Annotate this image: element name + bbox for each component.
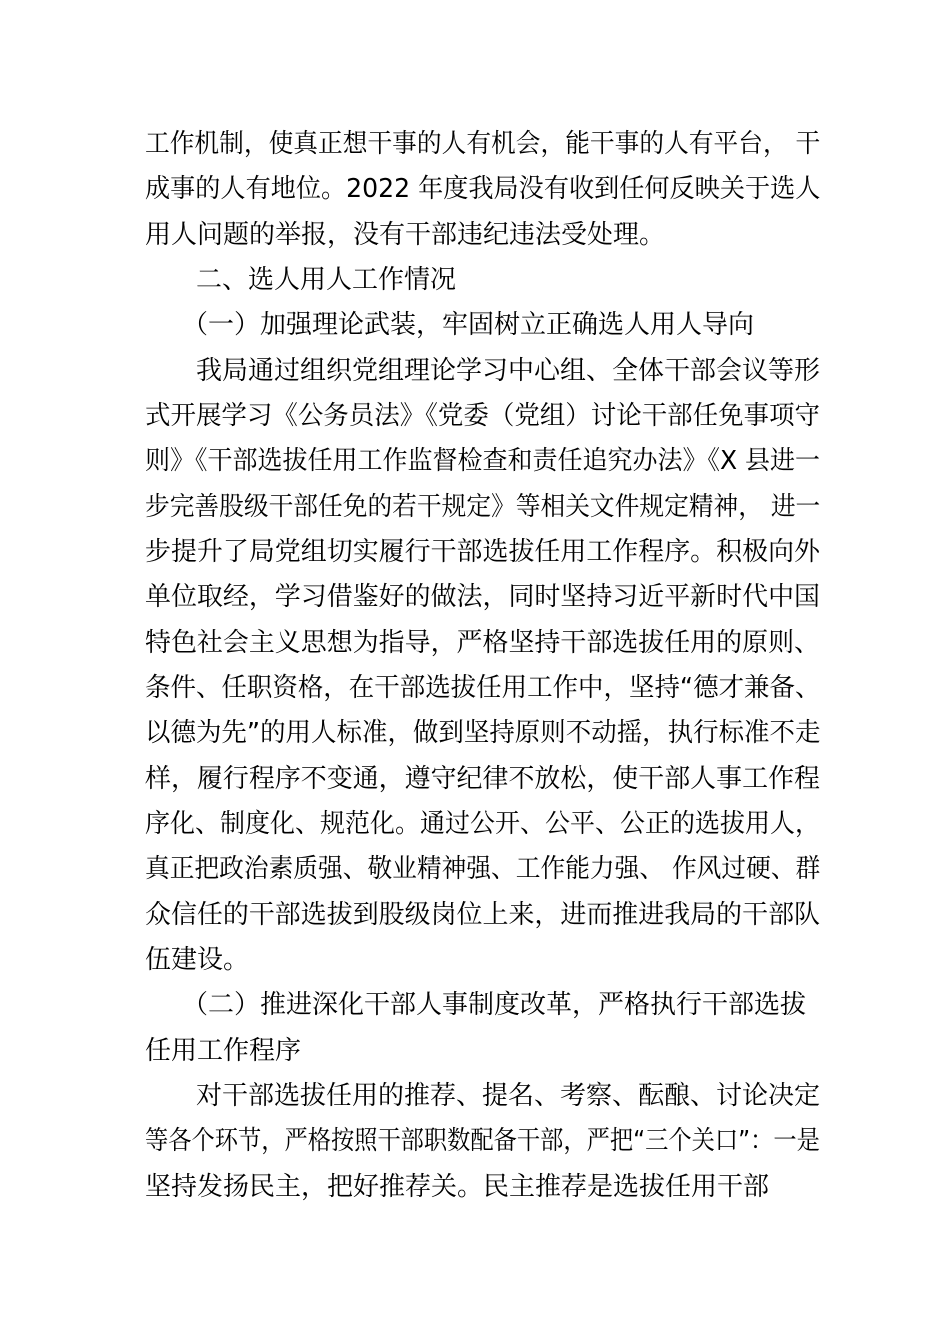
paragraph-line: 单位取经，学习借鉴好的做法，同时坚持习近平新时代中国: [145, 582, 821, 612]
paragraph-line: 样，履行程序不变通，遵守纪律不放松，使干部人事工作程: [145, 764, 821, 794]
paragraph-line: 特色社会主义思想为指导，严格坚持干部选拔任用的原则、: [145, 628, 821, 658]
paragraph-line: 对干部选拔任用的推荐、提名、考察、酝酿、讨论决定: [196, 1081, 821, 1111]
paragraph-line: 式开展学习《公务员法》《党委（党组）讨论干部任免事项守: [145, 401, 821, 431]
subsection-heading: （二）推进深化干部人事制度改革，严格执行干部选拔: [182, 990, 807, 1020]
subsection-heading: （一）加强理论武装，牢固树立正确选人用人导向: [182, 310, 755, 340]
paragraph-line: 我局通过组织党组理论学习中心组、全体干部会议等形: [196, 356, 821, 386]
paragraph-line: 工作机制，使真正想干事的人有机会，能干事的人有平台， 干: [145, 129, 821, 159]
paragraph-line: 步完善股级干部任免的若干规定》等相关文件规定精神， 进一: [145, 492, 821, 522]
paragraph-line: 则》《干部选拔任用工作监督检查和责任追究办法》《X 县进一: [145, 446, 821, 476]
paragraph-line: 序化、制度化、规范化。通过公开、公平、公正的选拔用人，: [145, 809, 820, 839]
paragraph-line: 众信任的干部选拔到股级岗位上来，进而推进我局的干部队: [145, 900, 821, 930]
paragraph-line: 等各个环节，严格按照干部职数配备干部，严把“三个关口”：一是: [145, 1126, 820, 1156]
paragraph-line: 用人问题的举报，没有干部违纪违法受处理。: [145, 220, 666, 250]
subsection-heading-continued: 任用工作程序: [145, 1036, 302, 1066]
paragraph-line: 坚持发扬民主，把好推荐关。民主推荐是选拔任用干部: [145, 1172, 770, 1202]
paragraph-line: 条件、任职资格，在干部选拔任用工作中，坚持“德才兼备、: [145, 673, 821, 703]
paragraph-line: 真正把政治素质强、敬业精神强、工作能力强、 作风过硬、群: [145, 854, 821, 884]
paragraph-line: 步提升了局党组切实履行干部选拔任用工作程序。积极向外: [145, 537, 821, 567]
paragraph-line: 以德为先”的用人标准，做到坚持原则不动摇，执行标准不走: [145, 718, 821, 748]
paragraph-line: 成事的人有地位。2022 年度我局没有收到任何反映关于选人: [145, 174, 821, 204]
section-heading: 二、选人用人工作情况: [196, 265, 457, 295]
paragraph-line: 伍建设。: [145, 945, 250, 975]
